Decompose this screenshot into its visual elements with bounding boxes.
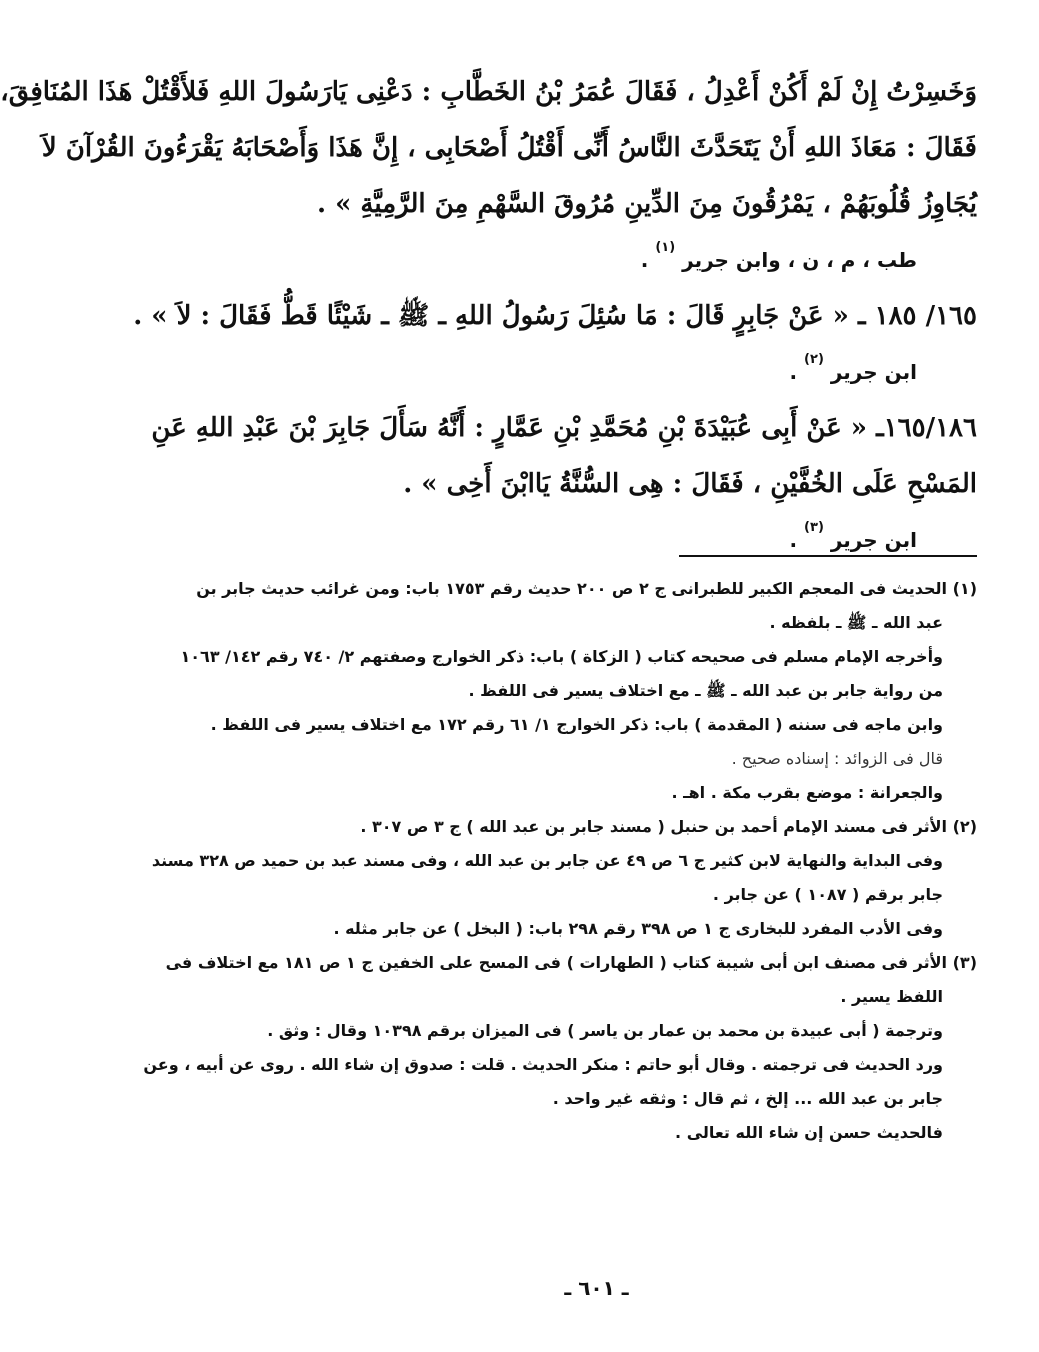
- footnote-line: من رواية جابر بن عبد الله ـ ﷺ ـ مع اختلاف يسير فى اللفظ .: [468, 681, 943, 700]
- source-citation-text: ابن جرير: [830, 360, 917, 384]
- footnote-line: جابر برقم ( ١٠٨٧ ) عن جابر .: [712, 885, 943, 904]
- hadith-186-line: المَسْحِ عَلَى الخُفَّيْنِ ، فَقَالَ : هِى السُّنَّةُ يَاابْنَ أَخِى » .: [403, 469, 977, 499]
- footnote-line: فالحديث حسن إن شاء الله تعالى .: [675, 1123, 943, 1142]
- footnote-line: (٢) الأثر فى مسند الإمام أحمد بن حنبل ( مسند جابر بن عبد الله ) ج ٣ ص ٣٠٧ .: [360, 817, 977, 836]
- footnote-line: (٣) الأثر فى مصنف ابن أبى شيبة كتاب ( الطهارات ) فى المسح على الخفين ج ١ ص ١٨١ مع اختلاف فى: [165, 953, 977, 972]
- footnote-ref: (١): [655, 240, 676, 255]
- main-text-line: فَقَالَ : مَعَاذَ اللهِ أَنْ يَتَحَدَّثَ النَّاسُ أَنِّى أَقْتُلُ أَصْحَابِى ، إِنَّ هَذَا وَأَصْحَابَهُ يَقْرَءُونَ القُرْآنَ لاَ: [41, 133, 977, 163]
- main-text: [0, 64, 977, 568]
- footnote-line: اللفظ يسير .: [840, 987, 943, 1006]
- footnote-line: (١) الحديث فى المعجم الكبير للطبرانى ج ٢ ص ٢٠٠ حديث رقم ١٧٥٣ باب: ومن غرائب حديث جابر بن: [196, 579, 977, 598]
- source-citation-text: طب ، م ، ن ، وابن جرير: [682, 248, 917, 272]
- hadith-186-line: ١٦٥/١٨٦ـ « عَنْ أَبِى عُبَيْدَةَ بْنِ مُحَمَّدِ بْنِ عَمَّارٍ : أَنَّهُ سَأَلَ جَابِرَ بْنَ عَبْدِ اللهِ عَنِ: [151, 413, 977, 443]
- footnote-line: والجعرانة : موضع بقرب مكة . اهـ .: [671, 783, 943, 802]
- footnote-line: وفى البداية والنهاية لابن كثير ج ٦ ص ٤٩ عن جابر بن عبد الله ، وفى مسند عبد بن حميد ص ٣٢٨ مسند: [151, 851, 943, 870]
- punctuation: .: [789, 360, 798, 384]
- hadith-185: ١٦٥/ ١٨٥ ـ « عَنْ جَابِرٍ قَالَ : مَا سُئِلَ رَسُولُ اللهِ ـ ﷺ ـ شَيْئًا قَطُّ فَقَالَ : لاَ » .: [133, 301, 977, 331]
- source-citation: [202, 512, 977, 568]
- footnotes: [143, 572, 977, 1150]
- footnote-line: وترجمة ( أبى عبيدة بن محمد بن عمار بن ياسر ) فى الميزان برقم ١٠٣٩٨ وقال : وثق .: [267, 1021, 943, 1040]
- main-text-line: وَخَسِرْتُ إِنْ لَمْ أَكُنْ أَعْدِلُ ، فَقَالَ عُمَرُ بْنُ الخَطَّابِ : دَعْنِى يَارَسُولَ اللهِ فَلأَقْتُلْ هَذَا المُنَافِقَ،: [0, 77, 977, 107]
- footnote-divider: [679, 555, 977, 557]
- footnote-ref: (٣): [804, 520, 824, 535]
- footnote-line: قال فى الزوائد : إسناده صحيح .: [731, 749, 943, 768]
- footnote-ref: (٢): [804, 352, 824, 367]
- footnote-line: ورد الحديث فى ترجمته . وقال أبو حاتم : منكر الحديث . قلت : صدوق إن شاء الله . روى عن أبيه ، وعن: [143, 1055, 943, 1074]
- punctuation: .: [640, 248, 649, 272]
- source-citation-text: ابن جرير: [830, 528, 917, 552]
- source-citation: [202, 344, 977, 400]
- footnote-line: وابن ماجه فى سننه ( المقدمة ) باب: ذكر الخوارج ١/ ٦١ رقم ١٧٢ مع اختلاف يسير فى اللفظ .: [210, 715, 943, 734]
- footnote-line: وفى الأدب المفرد للبخارى ج ١ ص ٣٩٨ رقم ٢٩٨ باب: ( البخل ) عن جابر مثله .: [333, 919, 943, 938]
- footnote-line: وأخرجه الإمام مسلم فى صحيحه كتاب ( الزكاة ) باب: ذكر الخوارج وصفتهم ٢/ ٧٤٠ رقم ١٤٢/ ١٠٦٣: [180, 647, 943, 666]
- footnote-line: عبد الله ـ ﷺ ـ بلفظه .: [769, 613, 943, 632]
- page-number: ـ ٦٠١ ـ: [564, 1276, 629, 1300]
- source-citation: [202, 232, 977, 288]
- footnote-line: جابر بن عبد الله ... إلخ ، ثم قال : وثقه غير واحد .: [552, 1089, 943, 1108]
- punctuation: .: [789, 528, 798, 552]
- main-text-line: يُجَاوِزُ قُلُوبَهُمْ ، يَمْرُقُونَ مِنَ الدِّينِ مُرُوقَ السَّهْمِ مِنَ الرَّمِيَّةِ » .: [317, 189, 977, 219]
